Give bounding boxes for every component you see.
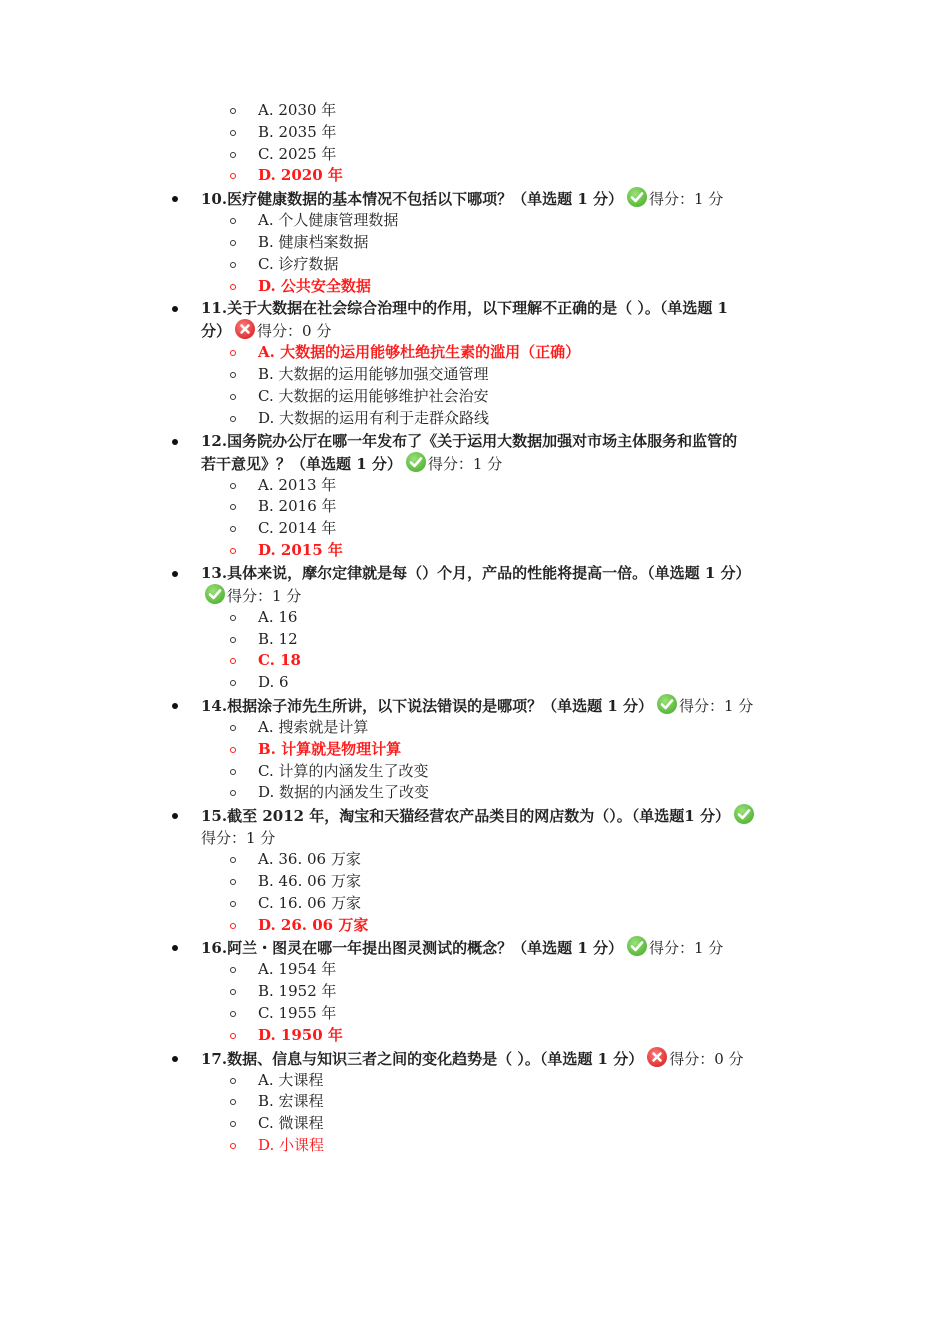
- radio-circle-icon: [230, 284, 236, 290]
- option-text: C. 18: [258, 651, 301, 670]
- correct-check-icon: [627, 187, 647, 207]
- option-text: B. 12: [258, 629, 298, 648]
- answer-option: [0, 408, 950, 430]
- answer-option: [0, 672, 950, 694]
- question-item: [0, 804, 950, 936]
- radio-circle-icon: [230, 394, 236, 400]
- answer-option: [0, 959, 950, 981]
- question-item: [0, 936, 950, 1046]
- answer-option: [0, 364, 950, 386]
- option-text: A. 16: [258, 607, 298, 626]
- option-text: D. 小课程: [258, 1135, 325, 1154]
- answer-option: [0, 496, 950, 518]
- answer-option: [0, 386, 950, 408]
- answer-option: [0, 1113, 950, 1135]
- answer-options: [0, 1070, 950, 1157]
- answer-option: [0, 981, 950, 1003]
- answer-option: [0, 893, 950, 915]
- option-text: A. 大课程: [258, 1070, 324, 1089]
- answer-option: [0, 276, 950, 298]
- correct-check-icon: [734, 804, 754, 824]
- question-text: 医疗健康数据的基本情况不包括以下哪项？（单选题 1 分）: [227, 190, 623, 209]
- question-list: [0, 187, 950, 1157]
- radio-circle-icon: [230, 1099, 236, 1105]
- option-text: A. 2013 年: [258, 475, 337, 494]
- option-text: B. 2035 年: [258, 122, 337, 141]
- radio-circle-icon: [230, 1011, 236, 1017]
- radio-circle-icon: [230, 1143, 236, 1149]
- correct-check-icon: [205, 584, 225, 604]
- question-text-cont: 分）: [201, 322, 232, 341]
- radio-circle-icon: [230, 769, 236, 775]
- option-text: C. 2025 年: [258, 144, 337, 163]
- radio-circle-icon: [230, 725, 236, 731]
- answer-options: [0, 849, 950, 936]
- answer-option: [0, 1091, 950, 1113]
- option-text: B. 健康档案数据: [258, 232, 369, 251]
- option-text: D. 数据的内涵发生了改变: [258, 783, 430, 802]
- answer-option: [0, 782, 950, 804]
- answer-option: [0, 254, 950, 276]
- answer-option: [0, 849, 950, 871]
- option-text: D. 2020 年: [258, 166, 343, 185]
- score-text: 得分：0 分: [257, 322, 332, 341]
- answer-options: [0, 607, 950, 694]
- option-text: D. 1950 年: [258, 1025, 343, 1044]
- correct-check-icon: [627, 936, 647, 956]
- answer-option: [0, 1025, 950, 1047]
- option-text: D. 2015 年: [258, 540, 343, 559]
- answer-option: [0, 540, 950, 562]
- question-item: [0, 1047, 950, 1157]
- answer-options: [0, 210, 950, 297]
- question-number: 10.: [201, 190, 228, 209]
- option-text: D. 公共安全数据: [258, 276, 371, 295]
- radio-circle-icon: [230, 483, 236, 489]
- score-text: 得分：1 分: [227, 586, 302, 605]
- question-number: 12.: [201, 431, 228, 450]
- score-text: 得分：1 分: [201, 829, 276, 848]
- radio-circle-icon: [230, 923, 236, 929]
- question-number: 15.: [201, 807, 228, 826]
- option-text: B. 1952 年: [258, 982, 337, 1001]
- question-number: 17.: [201, 1049, 228, 1068]
- answer-option: [0, 717, 950, 739]
- question-text: 截至 2012 年，淘宝和天猫经营农产品类目的网店数为（）。（单选题1 分）: [227, 807, 730, 826]
- radio-circle-icon: [230, 526, 236, 532]
- radio-circle-icon: [230, 130, 236, 136]
- answer-option: [0, 475, 950, 497]
- answer-options: [0, 717, 950, 804]
- question-text-cont: 若干意见》？（单选题 1 分）: [201, 454, 402, 473]
- answer-option: [0, 1003, 950, 1025]
- answer-option: [0, 915, 950, 937]
- radio-circle-icon: [230, 680, 236, 686]
- option-text: C. 大数据的运用能够维护社会治安: [258, 386, 489, 405]
- answer-option: [0, 100, 950, 122]
- radio-circle-icon: [230, 1121, 236, 1127]
- radio-circle-icon: [230, 790, 236, 796]
- radio-circle-icon: [230, 350, 236, 356]
- question-9-options: [0, 100, 950, 187]
- radio-circle-icon: [230, 615, 236, 621]
- score-text: 得分：0 分: [669, 1049, 744, 1068]
- option-text: A. 2030 年: [258, 101, 337, 119]
- radio-circle-icon: [230, 967, 236, 973]
- answer-options: [0, 959, 950, 1046]
- answer-option: [0, 144, 950, 166]
- question-text: 阿兰・图灵在哪一年提出图灵测试的概念？（单选题 1 分）: [227, 939, 623, 958]
- answer-option: [0, 210, 950, 232]
- radio-circle-icon: [230, 857, 236, 863]
- option-text: B. 46. 06 万家: [258, 871, 362, 890]
- option-text: C. 16. 06 万家: [258, 893, 361, 912]
- option-text: B. 大数据的运用能够加强交通管理: [258, 365, 489, 384]
- option-text: C. 诊疗数据: [258, 254, 339, 273]
- answer-option: [0, 629, 950, 651]
- answer-options: [0, 475, 950, 562]
- option-text: A. 搜索就是计算: [258, 717, 369, 736]
- radio-circle-icon: [230, 372, 236, 378]
- correct-check-icon: [657, 694, 677, 714]
- question-text: 关于大数据在社会综合治理中的作用，以下理解不正确的是（ ）。（单选题 1: [227, 299, 728, 318]
- question-text: 根据涂子沛先生所讲，以下说法错误的是哪项？（单选题 1 分）: [227, 696, 653, 715]
- bullet-icon: [172, 439, 178, 445]
- incorrect-cross-icon: [235, 319, 255, 339]
- radio-circle-icon: [230, 658, 236, 664]
- quiz-results-document: [0, 100, 950, 1157]
- question-number: 11.: [201, 299, 228, 318]
- radio-circle-icon: [230, 747, 236, 753]
- radio-circle-icon: [230, 548, 236, 554]
- radio-circle-icon: [230, 1033, 236, 1039]
- option-text: A. 大数据的运用能够杜绝抗生素的滥用（正确）: [258, 343, 581, 362]
- radio-circle-icon: [230, 152, 236, 158]
- question-number: 14.: [201, 696, 228, 715]
- answer-option: [0, 1135, 950, 1157]
- answer-option: [0, 871, 950, 893]
- question-text: 国务院办公厅在哪一年发布了《关于运用大数据加强对市场主体服务和监管的: [227, 431, 738, 450]
- question-text: 数据、信息与知识三者之间的变化趋势是（ ）。（单选题 1 分）: [227, 1049, 644, 1068]
- radio-circle-icon: [230, 989, 236, 995]
- question-item: [0, 187, 950, 297]
- answer-option: [0, 232, 950, 254]
- answer-option: [0, 518, 950, 540]
- radio-circle-icon: [230, 1078, 236, 1084]
- answer-option: [0, 761, 950, 783]
- score-text: 得分：1 分: [649, 939, 724, 958]
- radio-circle-icon: [230, 504, 236, 510]
- bullet-icon: [172, 571, 178, 577]
- bullet-icon: [172, 703, 178, 709]
- radio-circle-icon: [230, 218, 236, 224]
- answer-option: [0, 739, 950, 761]
- radio-circle-icon: [230, 240, 236, 246]
- question-number: 16.: [201, 939, 228, 958]
- question-item: [0, 430, 950, 562]
- answer-option: [0, 165, 950, 187]
- radio-circle-icon: [230, 262, 236, 268]
- score-text: 得分：1 分: [427, 454, 503, 473]
- option-text: C. 计算的内涵发生了改变: [258, 761, 429, 780]
- question-item: [0, 562, 950, 694]
- option-text: A. 36. 06 万家: [258, 850, 361, 869]
- radio-circle-icon: [230, 879, 236, 885]
- option-text: B. 2016 年: [258, 497, 337, 516]
- radio-circle-icon: [230, 173, 236, 179]
- question-number: 13.: [201, 563, 228, 582]
- score-text: 得分：1 分: [679, 696, 754, 715]
- option-text: A. 个人健康管理数据: [258, 211, 399, 230]
- incorrect-cross-icon: [647, 1047, 667, 1067]
- radio-circle-icon: [230, 901, 236, 907]
- answer-option: [0, 342, 950, 364]
- option-text: C. 微课程: [258, 1114, 324, 1133]
- correct-check-icon: [406, 452, 426, 472]
- answer-options: [0, 342, 950, 429]
- question-item: [0, 694, 950, 804]
- option-text: B. 宏课程: [258, 1092, 324, 1111]
- option-text: D. 6: [258, 673, 289, 692]
- question-text: 具体来说，摩尔定律就是每（）个月，产品的性能将提高一倍。（单选题 1 分）: [227, 563, 751, 582]
- bullet-icon: [172, 1056, 178, 1062]
- option-text: B. 计算就是物理计算: [258, 739, 402, 758]
- question-item: [0, 297, 950, 429]
- radio-circle-icon: [230, 416, 236, 422]
- radio-circle-icon: [230, 108, 236, 114]
- option-text: C. 1955 年: [258, 1003, 337, 1022]
- radio-circle-icon: [230, 637, 236, 643]
- option-text: C. 2014 年: [258, 519, 337, 538]
- answer-option: [0, 650, 950, 672]
- answer-option: [0, 1070, 950, 1092]
- answer-option: [0, 607, 950, 629]
- answer-option: [0, 122, 950, 144]
- option-text: D. 26. 06 万家: [258, 915, 369, 934]
- option-text: D. 大数据的运用有利于走群众路线: [258, 408, 490, 427]
- score-text: 得分：1 分: [649, 190, 724, 209]
- option-text: A. 1954 年: [258, 960, 337, 979]
